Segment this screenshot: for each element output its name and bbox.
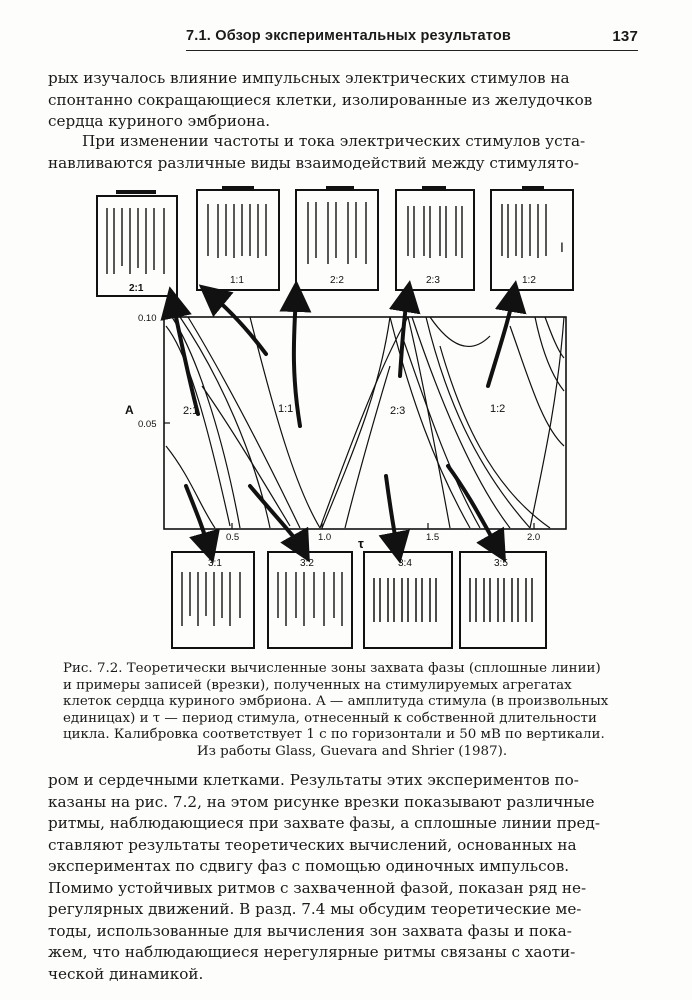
inset-label: 1:2 bbox=[522, 275, 536, 286]
inset-1-1 bbox=[197, 186, 279, 290]
text-line: ром и сердечными клетками. Результаты этих экспериментов по- bbox=[48, 771, 579, 789]
y-tick-label: 0.10 bbox=[138, 313, 157, 324]
x-axis-label: τ bbox=[358, 536, 364, 551]
caption-line: и примеры записей (врезки), полученных на стимулируемых агрегатах bbox=[63, 677, 572, 693]
inset-2-2 bbox=[296, 186, 378, 290]
text-line: навливаются различные виды взаимодействий между стимулято- bbox=[48, 153, 580, 172]
top-insets bbox=[97, 186, 573, 296]
phase-locking-figure bbox=[90, 186, 600, 652]
text-line: рых изучалось влияние импульсных электрических стимулов на bbox=[48, 69, 570, 87]
y-axis-label: A bbox=[125, 403, 134, 417]
text-line: ставляют результаты теоретических вычислений, основанных на bbox=[48, 835, 577, 854]
caption-line: Рис. 7.2. Теоретически вычисленные зоны захвата фазы (сплошные линии) bbox=[63, 661, 601, 676]
y-tick-label: 0.05 bbox=[138, 419, 157, 430]
running-header bbox=[186, 28, 638, 50]
inset-label: 2:1 bbox=[129, 283, 144, 294]
text-line: спонтанно сокращающиеся клетки, изолированные из желудочков bbox=[48, 90, 593, 109]
zone-label: 2:3 bbox=[390, 405, 406, 417]
caption-line: единицах) и τ — период стимула, отнесенный к собственной длительности bbox=[63, 710, 597, 726]
text-line: ритмы, наблюдающиеся при захвате фазы, а сплошные линии пред- bbox=[48, 814, 600, 832]
inset-label: 3:2 bbox=[300, 558, 314, 569]
text-line: сердца куриного эмбриона. bbox=[48, 112, 271, 130]
figure-caption bbox=[63, 661, 641, 760]
scale-mark: I bbox=[560, 239, 564, 255]
text-line: ческой динамикой. bbox=[48, 964, 204, 983]
text-line: При изменении частоты и тока электрических стимулов уста- bbox=[82, 132, 586, 150]
bottom-insets bbox=[172, 552, 546, 648]
text-line: жем, что наблюдающиеся нерегулярные ритмы связаны с хаоти- bbox=[48, 943, 576, 961]
page-number: 137 bbox=[612, 28, 638, 45]
inset-3-1 bbox=[172, 552, 254, 648]
paragraph-2 bbox=[48, 131, 640, 174]
inset-2-1 bbox=[97, 190, 177, 296]
inset-2-3 bbox=[396, 186, 474, 290]
text-line: тоды, использованные для вычисления зон захвата фазы и пока- bbox=[48, 921, 572, 940]
x-tick-label: 1.0 bbox=[318, 532, 332, 543]
inset-label: 1:1 bbox=[230, 275, 244, 286]
inset-label: 2:2 bbox=[330, 275, 344, 286]
header-rule bbox=[186, 50, 638, 51]
inset-3-2 bbox=[268, 552, 352, 648]
inset-label: 3:1 bbox=[208, 558, 222, 569]
text-line: Помимо устойчивых ритмов с захваченной фазой, показан ряд не- bbox=[48, 878, 587, 897]
inset-1-2 bbox=[491, 186, 573, 290]
inset-label: 2:3 bbox=[426, 275, 440, 286]
caption-line: клеток сердца куриного эмбриона. A — амплитуда стимула (в произвольных bbox=[63, 694, 609, 709]
inset-label: 3:5 bbox=[494, 558, 508, 569]
x-tick-label: 1.5 bbox=[426, 532, 440, 543]
inset-3-4 bbox=[364, 552, 452, 648]
zone-label: 1:1 bbox=[278, 403, 294, 415]
zone-label: 1:2 bbox=[490, 403, 506, 415]
caption-line: цикла. Калибровка соответствует 1 с по горизонтали и 50 мВ по вертикали. bbox=[63, 727, 605, 742]
caption-source-line: Из работы Glass, Guevara and Shrier (1987). bbox=[196, 743, 508, 759]
zone-label: 2:1 bbox=[183, 405, 199, 417]
inset-label: 3:4 bbox=[398, 558, 412, 569]
paragraph-3 bbox=[48, 770, 640, 985]
inset-3-5 bbox=[460, 552, 546, 648]
paragraph-1 bbox=[48, 68, 640, 133]
x-tick-label: 2.0 bbox=[527, 532, 541, 543]
text-line: экспериментах по сдвигу фаз с помощью одиночных импульсов. bbox=[48, 857, 570, 875]
text-line: регулярных движений. В разд. 7.4 мы обсудим теоретические ме- bbox=[48, 900, 582, 918]
text-line: казаны на рис. 7.2, на этом рисунке врезки показывают различные bbox=[48, 792, 595, 811]
x-tick-label: 0.5 bbox=[226, 532, 240, 543]
section-title: 7.1. Обзор экспериментальных результатов bbox=[186, 28, 511, 44]
